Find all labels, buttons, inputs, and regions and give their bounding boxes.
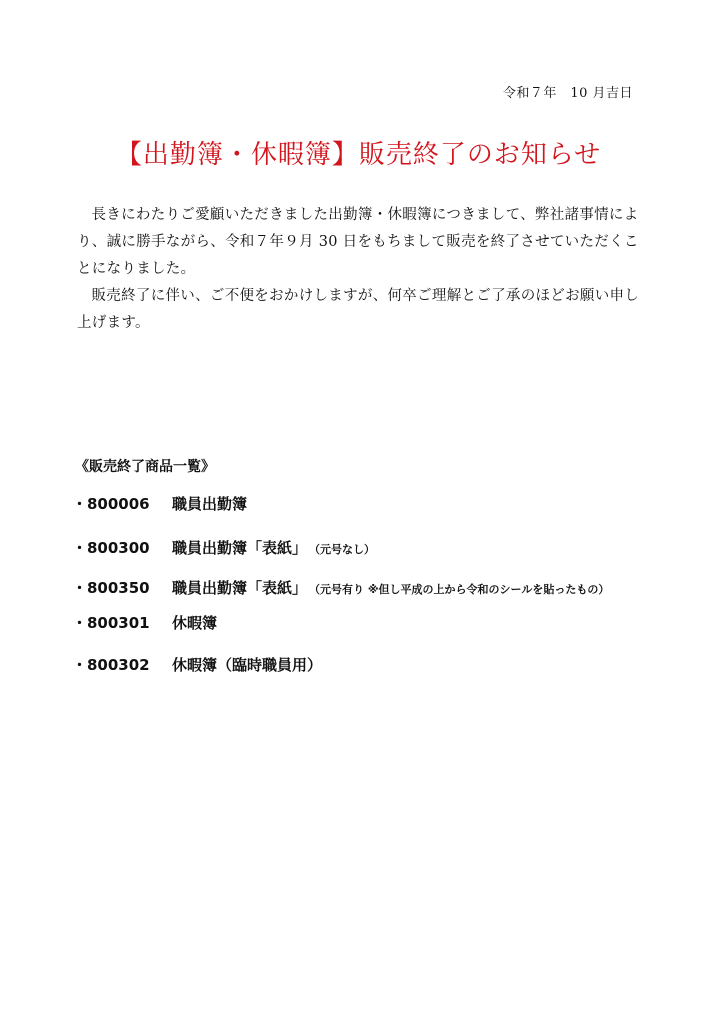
product-name: 職員出勤簿「表紙」: [172, 539, 308, 557]
product-list-item: [72, 537, 375, 558]
product-list-title: 《販売終了商品一覧》: [75, 459, 215, 475]
product-list-item: [72, 493, 249, 514]
product-name: 職員出勤簿: [172, 495, 248, 513]
body-paragraph: 販売終了に伴い、ご不便をおかけしますが、何卒ご理解とご了承のほどお願い申し上げます。: [77, 288, 640, 331]
body-paragraph: 長きにわたりご愛顧いただきました出勤簿・休暇簿につきまして、弊社諸事情により、誠に勝手ながら、令和７年９月 30 日をもちまして販売を終了させていただくことになりました。: [77, 207, 639, 277]
issue-date: 令和７年 10 月吉日: [502, 86, 633, 101]
product-code: ・800006: [72, 495, 150, 513]
product-list-item: [72, 654, 324, 675]
product-name: 休暇簿（臨時職員用）: [172, 656, 323, 674]
product-name: 職員出勤簿「表紙」: [172, 579, 308, 597]
product-name: 休暇簿: [172, 614, 218, 632]
product-list-item: [72, 577, 609, 598]
notice-body: [77, 202, 649, 337]
product-note: （元号なし）: [309, 543, 376, 556]
product-code: ・800350: [72, 579, 150, 597]
product-note: （元号有り ※但し平成の上から令和のシールを貼ったもの）: [309, 583, 610, 596]
product-code: ・800301: [72, 614, 150, 632]
product-code: ・800300: [72, 539, 150, 557]
product-code: ・800302: [72, 656, 150, 674]
notice-title: 【出勤簿・休暇簿】販売終了のお知らせ: [115, 140, 602, 170]
product-list-item: [72, 612, 219, 633]
